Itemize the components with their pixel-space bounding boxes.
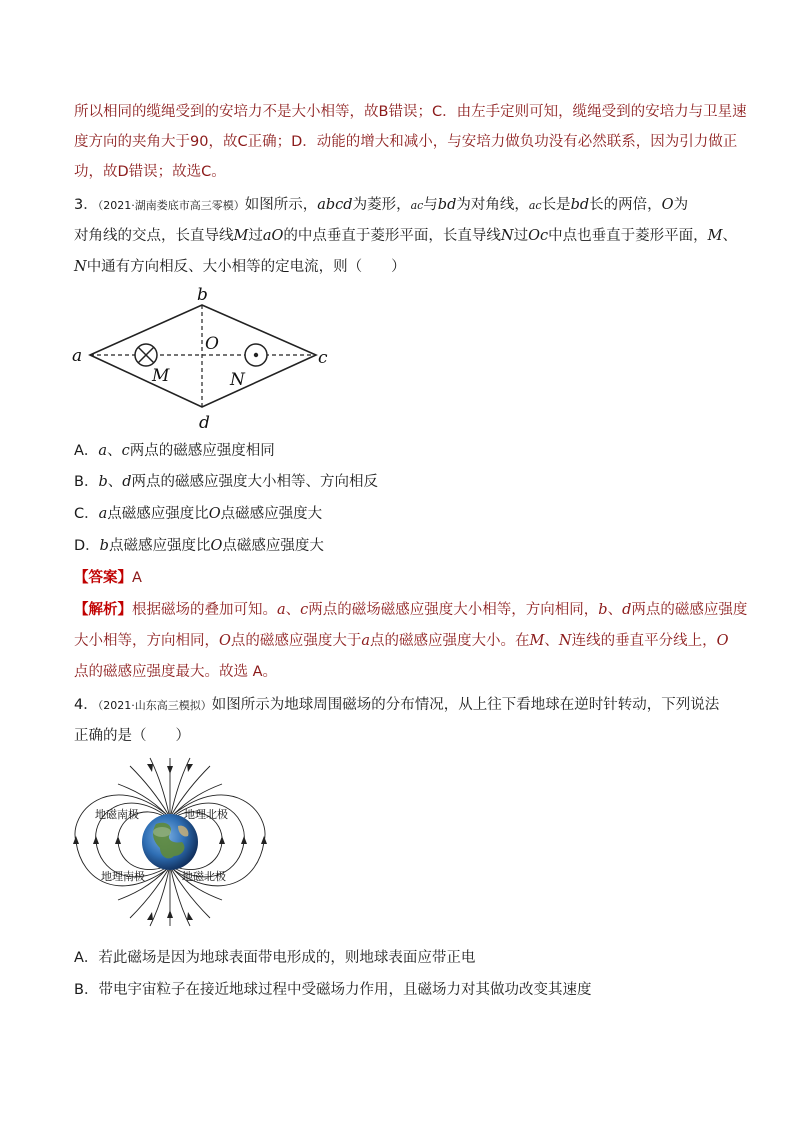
answer-value: A	[132, 570, 142, 586]
rhombus-outline	[90, 305, 316, 407]
q3-analysis-line-3: 点的磁感应强度最大。故选 A。	[74, 664, 278, 680]
q4-option-b: B．带电宇宙粒子在接近地球过程中受磁场力作用，且磁场力对其做功改变其速度	[74, 982, 592, 998]
label-O: O	[205, 334, 219, 354]
q3-option-b: B．b、d两点的磁感应强度大小相等、方向相反	[74, 474, 379, 490]
intro-line-3: 功，故D错误；故选C。	[74, 164, 226, 180]
q4-option-a: A．若此磁场是因为地球表面带电形成的，则地球表面应带正电	[74, 950, 476, 966]
label-geomagnetic-south: 地磁南极	[95, 808, 139, 821]
rhombus-figure	[66, 285, 346, 435]
intro-line-1: 所以相同的缆绳受到的安培力不是大小相等，故B错误；C．由左手定则可知，缆绳受到的安培力与卫星速	[74, 104, 747, 120]
analysis-tag: 【解析】	[74, 602, 132, 618]
earth-magnetic-field-figure	[70, 752, 270, 930]
label-d: d	[199, 413, 210, 433]
label-geographic-south: 地理南极	[101, 870, 145, 883]
label-a: a	[72, 346, 83, 366]
q3-option-a: A．a、c两点的磁感应强度相同	[74, 443, 275, 459]
q4-stem-line-1: 4．（2021·山东高三模拟）如图所示为地球周围磁场的分布情况，从上往下看地球在逆时针转动，下列说法	[74, 697, 720, 713]
question-source: （2021·山东高三模拟）	[97, 699, 212, 712]
wire-N-out-of-page-icon	[245, 344, 267, 366]
q3-option-d: D．b点磁感应强度比O点磁感应强度大	[74, 538, 324, 554]
intro-line-2: 度方向的夹角大于90，故C正确；D．动能的增大和减小，与安培力做负功没有必然联系，因为引力做正	[74, 134, 738, 150]
wire-M-into-page-icon	[135, 344, 157, 366]
q3-answer	[74, 567, 734, 589]
q3-stem-line-1: 3．（2021·湖南娄底市高三零模）如图所示，abcd为菱形，ac与bd为对角线，ac长是bd长的两倍，O为	[74, 197, 689, 213]
question-number: 4．	[74, 697, 98, 713]
q3-analysis-line-1: 【解析】根据磁场的叠加可知。a、c两点的磁场磁感应强度大小相等，方向相同，b、d两点的磁感应强度	[74, 602, 748, 618]
label-c: c	[318, 348, 328, 368]
q3-option-c: C．a点磁感应强度比O点磁感应强度大	[74, 506, 323, 522]
answer-tag: 【答案】	[74, 570, 132, 586]
label-M: M	[152, 366, 170, 386]
q3-stem-line-2: 对角线的交点，长直导线M过aO的中点垂直于菱形平面，长直导线N过Oc中点也垂直于菱形平面，M、	[74, 228, 737, 244]
label-geographic-north: 地理北极	[184, 808, 228, 821]
q4-stem-line-2: 正确的是（ ）	[74, 728, 190, 744]
q3-analysis-line-2: 大小相等，方向相同，O点的磁感应强度大于a点的磁感应强度大小。在M、N连线的垂直平分线上，O	[74, 633, 729, 649]
label-b: b	[197, 285, 208, 305]
label-N: N	[230, 370, 245, 390]
question-source: （2021·湖南娄底市高三零模）	[97, 199, 245, 212]
question-number: 3．	[74, 197, 98, 213]
q3-stem-line-3: N中通有方向相反、大小相等的定电流，则（ ）	[74, 259, 406, 275]
earth-globe-icon	[142, 814, 198, 870]
label-geomagnetic-north: 地磁北极	[182, 870, 226, 883]
